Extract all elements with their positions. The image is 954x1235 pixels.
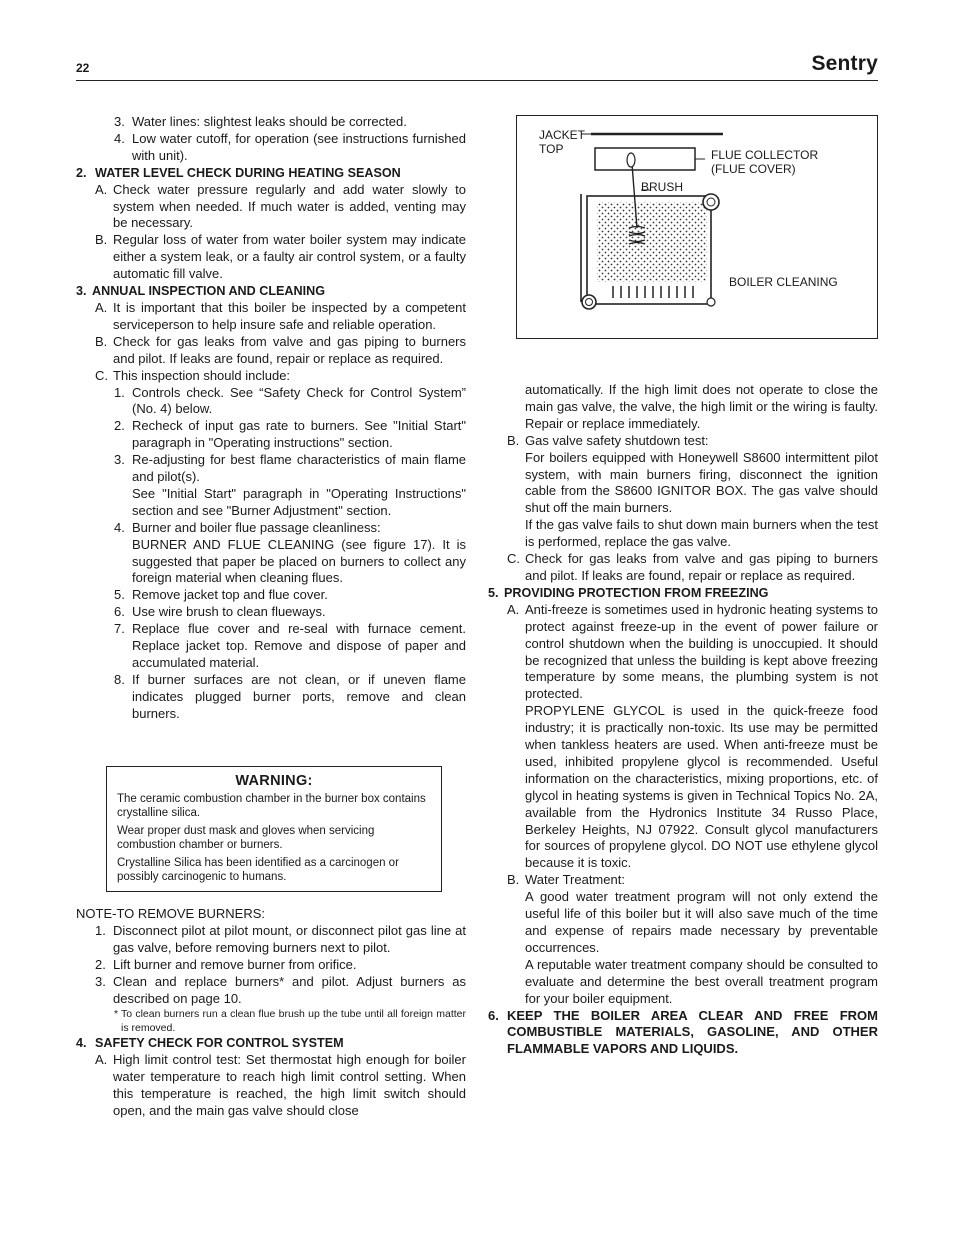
paragraph-text: BURNER AND FLUE CLEANING (see figure 17). It is suggested that paper be placed on burners to collect any foreign material when cleaning flues. [132,536,466,586]
paragraph [76,621,466,672]
section-heading [76,165,466,182]
paragraph-text: If burner surfaces are not clean, or if uneven flame indicates plugged burner ports, remove and clean burners. [132,671,466,721]
left-column-bottom [76,906,466,1120]
paragraph [76,587,466,604]
list-marker: B. [507,432,520,448]
paragraph-text: Controls check. See “Safety Check for Control System” (No. 4) below. [132,384,466,417]
paragraph-text: WATER LEVEL CHECK DURING HEATING SEASON [95,165,401,180]
paragraph [76,537,466,588]
brand-title: Sentry [811,52,878,75]
paragraph [76,182,466,233]
paragraph-text: PROPYLENE GLYCOL is used in the quick-freeze food industry; it is practically non-toxic. Its use may be permitted when tankless heaters are used. When anti-freeze must be used, inhibited propylene glycol is recommended. Useful information on the characteristics, mixing proportions, etc. of glycol in heating systems is given in Technical Topics No. 2A, available from the Hydronics Institute 34 Russo Place, Berkeley Heights, NJ 07922. Consult glycol manufacturers for sources of propylene glycol. DO NOT use ethylene glycol because it is toxic. [525,703,878,871]
label-boiler-cleaning: BOILER CLEANING [729,275,838,289]
paragraph-text: Low water cutoff, for operation (see instructions furnished with unit). [132,130,466,163]
warning-box [106,766,442,892]
paragraph-text: See "Initial Start" paragraph in "Operating Instructions" section and see "Burner Adjustment" section. [132,485,466,518]
page-number: 22 [76,61,90,75]
paragraph-text: This inspection should include: [113,367,291,383]
list-marker: 1. [95,922,106,938]
paragraph [76,486,466,520]
paragraph [76,131,466,165]
list-marker: * [114,1008,119,1021]
paragraph-text: Disconnect pilot at pilot mount, or disconnect pilot gas line at gas valve, before removing burners next to pilot. [113,922,466,955]
paragraph-text: Check for gas leaks from valve and gas piping to burners and pilot. If leaks are found, repair or replace as required. [525,551,878,583]
list-marker: B. [507,872,520,888]
paragraph [76,957,466,974]
paragraph-text: Lift burner and remove burner from orifice. [113,956,357,972]
paragraph [76,906,466,923]
paragraph-text: KEEP THE BOILER AREA CLEAR AND FREE FROM COMBUSTIBLE MATERIALS, GASOLINE, AND OTHER FLAMMABLE VAPORS AND LIQUIDS. [507,1007,878,1057]
section-heading [76,283,466,300]
paragraph [76,974,466,1008]
list-marker: 5. [488,585,499,600]
list-marker: 3. [76,284,87,299]
list-marker: 3. [95,973,106,989]
list-marker: A. [95,299,108,315]
paragraph [488,602,878,703]
list-marker: 7. [114,621,125,637]
list-marker: 2. [114,418,125,434]
label-jacket-top: JACKET TOP [539,128,586,156]
list-marker: 6. [114,604,125,620]
paragraph-text: Check for gas leaks from valve and gas piping to burners and pilot. If leaks are found, repair or replace as required. [113,333,466,366]
section-heading [76,1035,466,1052]
paragraph [76,368,466,385]
list-marker: B. [95,333,108,349]
paragraph [76,604,466,621]
section-heading [488,585,878,602]
paragraph [488,957,878,1008]
paragraph-text: Use wire brush to clean flueways. [132,604,326,620]
list-marker: 5. [114,587,125,603]
boiler-cleaning-figure [516,115,878,339]
paragraph-text: A reputable water treatment company should be consulted to evaluate and determine the best overall treatment program for your boiler equipment. [525,956,878,1006]
list-marker: 8. [114,671,125,687]
paragraph-text: PROVIDING PROTECTION FROM FREEZING [504,585,769,600]
paragraph [488,517,878,551]
list-marker: 6. [488,1007,499,1023]
paragraph [76,520,466,537]
paragraph [76,672,466,723]
list-marker: C. [507,551,520,567]
list-marker: 2. [76,165,87,180]
list-marker: A. [95,181,108,197]
paragraph [76,232,466,283]
paragraph [76,452,466,486]
paragraph [76,114,466,131]
paragraph-text: It is important that this boiler be inspected by a competent serviceperson to help insure safe and reliable operation. [113,299,466,332]
section-heading [488,1008,878,1059]
paragraph [488,703,878,872]
paragraph [488,382,878,433]
paragraph-text: NOTE-TO REMOVE BURNERS: [76,906,266,921]
list-marker: 3. [114,114,125,129]
paragraph-text: If the gas valve fails to shut down main burners when the test is performed, replace the gas valve. [525,517,878,550]
paragraph-text: Burner and boiler flue passage cleanliness: [132,519,381,535]
paragraph-text: SAFETY CHECK FOR CONTROL SYSTEM [95,1036,344,1051]
paragraph-text: High limit control test: Set thermostat high enough for boiler water temperature to reach high limit control setting. When this temperature is reached, the high limit switch should open, and the main gas valve should close [113,1052,466,1119]
warning-title: WARNING: [235,773,313,789]
paragraph [488,872,878,889]
list-marker: 1. [114,384,125,400]
paragraph-text: To clean burners run a clean flue brush up the tube until all foreign matter is removed. [121,1008,466,1035]
paragraph-text: automatically. If the high limit does not operate to close the main gas valve, the valve, the high limit or the wiring is faulty. Repair or replace immediately. [525,382,878,431]
header-rule [76,80,878,81]
paragraph [76,1052,466,1120]
list-marker: 3. [114,452,125,468]
paragraph-text: Remove jacket top and flue cover. [132,587,328,603]
paragraph-text: Re-adjusting for best flame characteristics of main flame and pilot(s). [132,452,466,485]
warning-line: The ceramic combustion chamber in the burner box contains crystalline silica. [117,793,426,819]
paragraph [488,433,878,450]
paragraph [488,889,878,957]
list-marker: A. [507,601,520,617]
paragraph [76,334,466,368]
paragraph [488,551,878,585]
paragraph-text: Regular loss of water from water boiler system may indicate either a system leak, or a faulty air control system, or a faulty automatic fill valve. [113,232,466,282]
left-column-top [76,114,466,723]
list-marker: 4. [114,519,125,535]
paragraph [76,300,466,334]
list-marker: A. [95,1052,108,1068]
paragraph [76,418,466,452]
paragraph-text: Gas valve safety shutdown test: [525,432,709,448]
right-column [488,382,878,1058]
paragraph-text: Anti-freeze is sometimes used in hydronic heating systems to protect against freeze-up in the event of power failure or control shutdown when the building is unoccupied. It should be recognized that unless the building is kept above freezing temperature by some means, the plumbing system is not protected. [525,601,878,702]
paragraph [76,923,466,957]
paragraph [76,1007,466,1035]
list-marker: 4. [76,1036,87,1051]
paragraph-text: For boilers equipped with Honeywell S8600 intermittent pilot system, with main burners firing, disconnect the ignition cable from the S8600 IGNITOR BOX. The gas valve should shut off the main burners. [525,449,878,516]
list-marker: 2. [95,956,106,972]
paragraph-text: Water Treatment: [525,872,625,888]
paragraph-text: Check water pressure regularly and add water slowly to system when needed. If much water is added, venting may be necessary. [113,181,466,231]
label-brush: BRUSH [641,180,684,194]
paragraph-text: Clean and replace burners* and pilot. Adjust burners as described on page 10. [113,973,466,1006]
paragraph-text: ANNUAL INSPECTION AND CLEANING [92,284,325,299]
paragraph-text: Recheck of input gas rate to burners. See "Initial Start" paragraph in "Operating instructions" section. [132,418,466,451]
warning-line: Crystalline Silica has been identified as a carcinogen or possibly carcinogenic to humans. [117,857,399,883]
paragraph-text: Water lines: slightest leaks should be corrected. [132,114,407,129]
list-marker: 4. [114,130,125,146]
warning-line: Wear proper dust mask and gloves when servicing combustion chamber or burners. [117,825,375,851]
paragraph-text: Replace flue cover and re-seal with furnace cement. Replace jacket top. Remove and dispose of paper and accumulated material. [132,621,466,670]
list-marker: B. [95,232,108,248]
list-marker: C. [95,367,108,383]
paragraph-text: A good water treatment program will not only extend the useful life of this boiler but it will also save much of the time and expense of repairs made necessary by preventable occurrences. [525,889,878,955]
paragraph [488,450,878,518]
label-flue-collector: FLUE COLLECTOR (FLUE COVER) [711,148,819,176]
paragraph [76,385,466,419]
